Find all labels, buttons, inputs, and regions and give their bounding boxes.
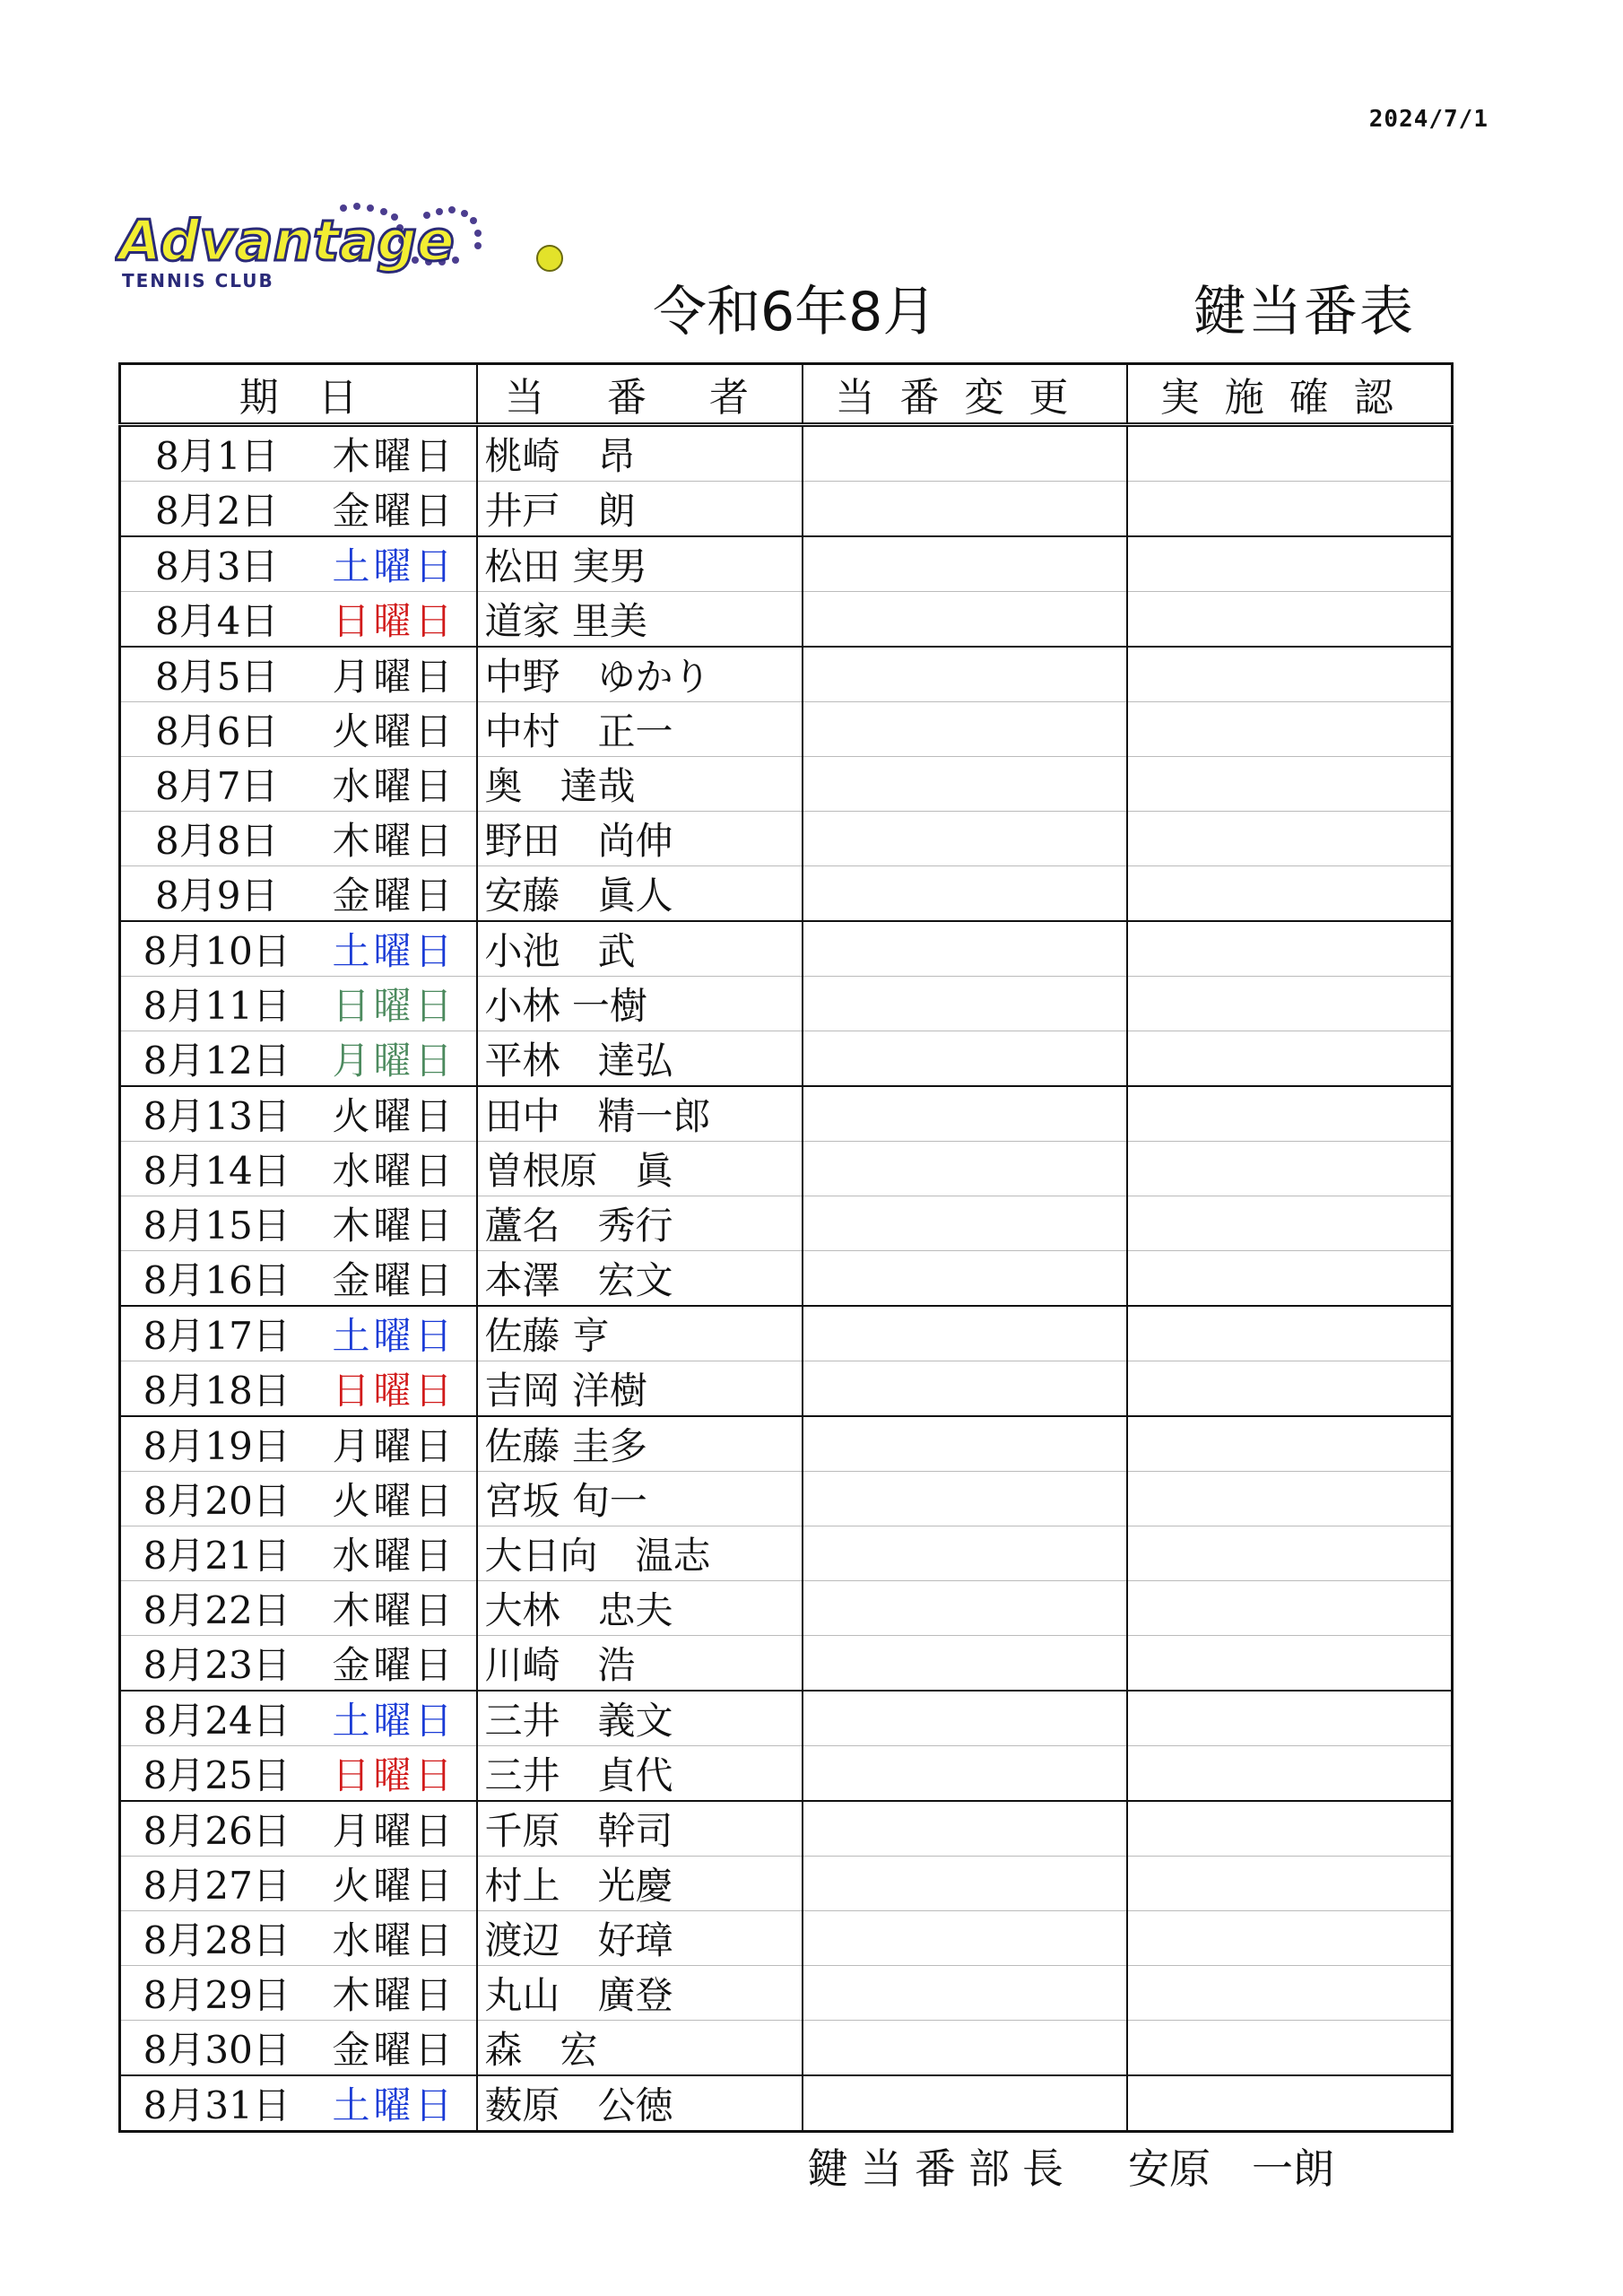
person-cell: 村上 光慶 [477,1857,803,1911]
change-cell[interactable] [803,702,1127,757]
date-cell: 8月25日 [120,1746,313,1802]
person-cell: 中野 ゆかり [477,647,803,702]
date-cell: 8月19日 [120,1416,313,1472]
date-cell: 8月12日 [120,1031,313,1087]
confirm-cell[interactable] [1127,1361,1453,1417]
confirm-cell[interactable] [1127,866,1453,922]
confirm-cell[interactable] [1127,1691,1453,1746]
date-cell: 8月1日 [120,425,313,482]
weekday-cell: 金曜日 [313,1636,477,1692]
table-row [120,812,1453,866]
date-cell: 8月2日 [120,482,313,537]
confirm-cell[interactable] [1127,536,1453,592]
footer-role: 鍵当番部長 [807,2144,1076,2193]
weekday-cell: 月曜日 [313,1031,477,1087]
table-row [120,536,1453,592]
person-cell: 吉岡 洋樹 [477,1361,803,1417]
person-cell: 曽根原 眞 [477,1142,803,1196]
confirm-cell[interactable] [1127,1636,1453,1692]
confirm-cell[interactable] [1127,482,1453,537]
change-cell[interactable] [803,647,1127,702]
confirm-cell[interactable] [1127,647,1453,702]
person-cell: 薮原 公徳 [477,2075,803,2132]
person-cell: 蘆名 秀行 [477,1196,803,1251]
change-cell[interactable] [803,1636,1127,1692]
person-cell: 三井 義文 [477,1691,803,1746]
footer-signature [807,2136,1334,2196]
logo-subtitle: TENNIS CLUB [122,270,274,291]
confirm-cell[interactable] [1127,1966,1453,2021]
change-cell[interactable] [803,1361,1127,1417]
header-confirm: 実施確認 [1127,364,1453,425]
change-cell[interactable] [803,482,1127,537]
date-cell: 8月30日 [120,2021,313,2076]
person-cell: 小池 武 [477,921,803,977]
table-row [120,1857,1453,1911]
table-row [120,921,1453,977]
person-cell: 本澤 宏文 [477,1251,803,1307]
date-cell: 8月18日 [120,1361,313,1417]
change-cell[interactable] [803,1966,1127,2021]
table-row [120,1966,1453,2021]
confirm-cell[interactable] [1127,812,1453,866]
change-cell[interactable] [803,1526,1127,1581]
change-cell[interactable] [803,1857,1127,1911]
weekday-cell: 木曜日 [313,1966,477,2021]
person-cell: 安藤 眞人 [477,866,803,922]
confirm-cell[interactable] [1127,2075,1453,2132]
date-cell: 8月6日 [120,702,313,757]
date-cell: 8月28日 [120,1911,313,1966]
confirm-cell[interactable] [1127,977,1453,1031]
confirm-cell[interactable] [1127,921,1453,977]
table-row [120,1361,1453,1417]
confirm-cell[interactable] [1127,702,1453,757]
table-row [120,866,1453,922]
weekday-cell: 月曜日 [313,647,477,702]
date-cell: 8月16日 [120,1251,313,1307]
confirm-cell[interactable] [1127,1526,1453,1581]
date-cell: 8月22日 [120,1581,313,1636]
weekday-cell: 金曜日 [313,482,477,537]
weekday-cell: 水曜日 [313,757,477,812]
table-row [120,1142,1453,1196]
date-cell: 8月11日 [120,977,313,1031]
change-cell[interactable] [803,757,1127,812]
weekday-cell: 月曜日 [313,1801,477,1857]
table-row [120,425,1453,482]
weekday-cell: 火曜日 [313,1472,477,1526]
change-cell[interactable] [803,921,1127,977]
person-cell: 川崎 浩 [477,1636,803,1692]
person-cell: 小林 一樹 [477,977,803,1031]
weekday-cell: 木曜日 [313,812,477,866]
header-change: 当番変更 [803,364,1127,425]
table-row [120,757,1453,812]
weekday-cell: 日曜日 [313,1746,477,1802]
table-row [120,1746,1453,1802]
advantage-tennis-club-logo [115,197,563,305]
date-cell: 8月21日 [120,1526,313,1581]
table-row [120,1306,1453,1361]
weekday-cell: 金曜日 [313,866,477,922]
weekday-cell: 木曜日 [313,425,477,482]
confirm-cell[interactable] [1127,2021,1453,2076]
person-cell: 桃崎 昂 [477,425,803,482]
weekday-cell: 日曜日 [313,977,477,1031]
date-cell: 8月29日 [120,1966,313,2021]
person-cell: 野田 尚伸 [477,812,803,866]
date-cell: 8月15日 [120,1196,313,1251]
tennis-ball-icon [537,246,562,271]
table-row [120,482,1453,537]
confirm-cell[interactable] [1127,1086,1453,1142]
date-cell: 8月7日 [120,757,313,812]
change-cell[interactable] [803,1251,1127,1307]
date-cell: 8月8日 [120,812,313,866]
table-row [120,1526,1453,1581]
weekday-cell: 土曜日 [313,536,477,592]
confirm-cell[interactable] [1127,1857,1453,1911]
date-cell: 8月4日 [120,592,313,648]
roster-body [120,425,1453,2132]
weekday-cell: 土曜日 [313,1306,477,1361]
confirm-cell[interactable] [1127,1251,1453,1307]
header-person: 当 番 者 [477,364,803,425]
weekday-cell: 火曜日 [313,1857,477,1911]
person-cell: 奥 達哉 [477,757,803,812]
date-cell: 8月5日 [120,647,313,702]
table-row [120,1911,1453,1966]
confirm-cell[interactable] [1127,1031,1453,1087]
person-cell: 井戸 朗 [477,482,803,537]
document-date: 2024/7/1 [1368,106,1488,133]
table-row [120,592,1453,648]
date-cell: 8月13日 [120,1086,313,1142]
person-cell: 森 宏 [477,2021,803,2076]
weekday-cell: 金曜日 [313,2021,477,2076]
duty-roster-table [118,362,1454,2133]
change-cell[interactable] [803,1801,1127,1857]
weekday-cell: 木曜日 [313,1581,477,1636]
change-cell[interactable] [803,2075,1127,2132]
weekday-cell: 火曜日 [313,1086,477,1142]
person-cell: 三井 貞代 [477,1746,803,1802]
change-cell[interactable] [803,1196,1127,1251]
change-cell[interactable] [803,425,1127,482]
change-cell[interactable] [803,977,1127,1031]
weekday-cell: 日曜日 [313,1361,477,1417]
change-cell[interactable] [803,1581,1127,1636]
weekday-cell: 火曜日 [313,702,477,757]
confirm-cell[interactable] [1127,757,1453,812]
weekday-cell: 土曜日 [313,1691,477,1746]
confirm-cell[interactable] [1127,1911,1453,1966]
date-cell: 8月3日 [120,536,313,592]
date-cell: 8月9日 [120,866,313,922]
confirm-cell[interactable] [1127,1416,1453,1472]
change-cell[interactable] [803,1031,1127,1087]
person-cell: 渡辺 好璋 [477,1911,803,1966]
date-cell: 8月24日 [120,1691,313,1746]
date-cell: 8月26日 [120,1801,313,1857]
change-cell[interactable] [803,1691,1127,1746]
date-cell: 8月17日 [120,1306,313,1361]
footer-person: 安原 一朗 [1128,2144,1334,2193]
date-cell: 8月20日 [120,1472,313,1526]
change-cell[interactable] [803,866,1127,922]
table-row [120,2021,1453,2076]
change-cell[interactable] [803,1306,1127,1361]
weekday-cell: 金曜日 [313,1251,477,1307]
table-row [120,1196,1453,1251]
confirm-cell[interactable] [1127,592,1453,648]
logo-wordmark: Advantage [118,208,455,274]
table-row [120,1691,1453,1746]
confirm-cell[interactable] [1127,1306,1453,1361]
confirm-cell[interactable] [1127,1746,1453,1802]
table-row [120,977,1453,1031]
table-row [120,1251,1453,1307]
table-row [120,1416,1453,1472]
table-row [120,647,1453,702]
change-cell[interactable] [803,1911,1127,1966]
confirm-cell[interactable] [1127,1801,1453,1857]
table-row [120,1031,1453,1087]
date-cell: 8月14日 [120,1142,313,1196]
weekday-cell: 土曜日 [313,921,477,977]
change-cell[interactable] [803,592,1127,648]
weekday-cell: 水曜日 [313,1142,477,1196]
person-cell: 大林 忠夫 [477,1581,803,1636]
person-cell: 松田 実男 [477,536,803,592]
change-cell[interactable] [803,2021,1127,2076]
person-cell: 中村 正一 [477,702,803,757]
weekday-cell: 日曜日 [313,592,477,648]
table-row [120,1636,1453,1692]
person-cell: 田中 精一郎 [477,1086,803,1142]
table-row [120,1801,1453,1857]
date-cell: 8月23日 [120,1636,313,1692]
change-cell[interactable] [803,1746,1127,1802]
confirm-cell[interactable] [1127,1581,1453,1636]
confirm-cell[interactable] [1127,425,1453,482]
change-cell[interactable] [803,1142,1127,1196]
table-row [120,1581,1453,1636]
weekday-cell: 月曜日 [313,1416,477,1472]
person-cell: 佐藤 圭多 [477,1416,803,1472]
weekday-cell: 土曜日 [313,2075,477,2132]
person-cell: 道家 里美 [477,592,803,648]
change-cell[interactable] [803,1472,1127,1526]
table-row [120,1086,1453,1142]
header-date: 期 日 [120,364,477,425]
person-cell: 宮坂 旬一 [477,1472,803,1526]
schedule-month: 令和6年8月 [653,281,937,344]
person-cell: 平林 達弘 [477,1031,803,1087]
confirm-cell[interactable] [1127,1472,1453,1526]
table-row [120,1472,1453,1526]
table-row [120,702,1453,757]
change-cell[interactable] [803,1416,1127,1472]
confirm-cell[interactable] [1127,1196,1453,1251]
change-cell[interactable] [803,812,1127,866]
change-cell[interactable] [803,1086,1127,1142]
change-cell[interactable] [803,536,1127,592]
header-row [120,364,1453,425]
document-title: 鍵当番表 [1193,281,1415,344]
table-row [120,2075,1453,2132]
weekday-cell: 水曜日 [313,1526,477,1581]
weekday-cell: 木曜日 [313,1196,477,1251]
date-cell: 8月27日 [120,1857,313,1911]
weekday-cell: 水曜日 [313,1911,477,1966]
confirm-cell[interactable] [1127,1142,1453,1196]
person-cell: 大日向 温志 [477,1526,803,1581]
date-cell: 8月10日 [120,921,313,977]
date-cell: 8月31日 [120,2075,313,2132]
person-cell: 千原 幹司 [477,1801,803,1857]
person-cell: 佐藤 亨 [477,1306,803,1361]
person-cell: 丸山 廣登 [477,1966,803,2021]
